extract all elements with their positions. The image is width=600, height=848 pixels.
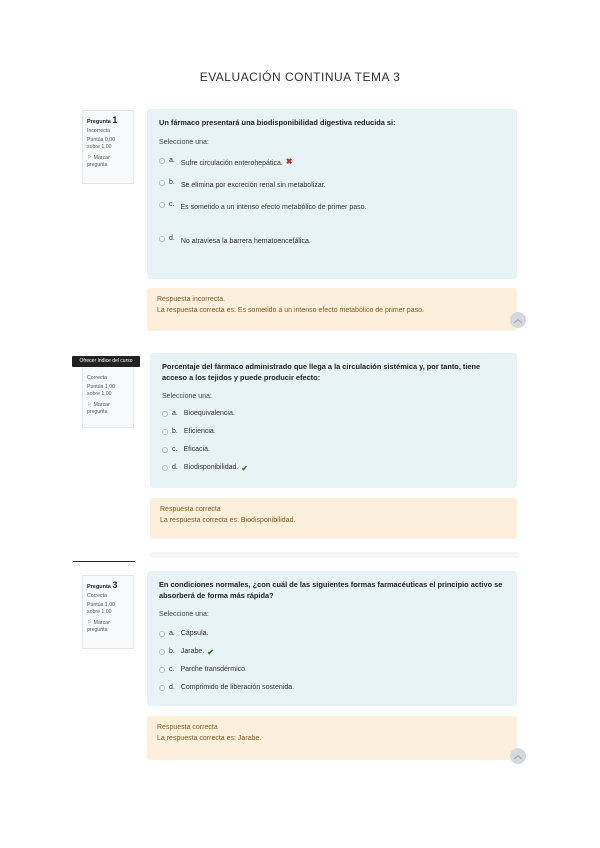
feedback-status: Respuesta correcta [160,506,221,513]
radio-button[interactable] [159,158,165,164]
option-d[interactable]: d. Biodisponibilidad. ✔ [162,464,248,473]
radio-button[interactable] [159,180,165,186]
separator-line [73,561,135,562]
radio-button[interactable] [162,429,168,435]
feedback-status: Respuesta incorrecta. [157,296,226,303]
question-box-2 [150,353,517,488]
question-info-2 [82,364,134,428]
question-info-3 [82,575,134,649]
feedback-answer: La respuesta correcta es: Es sometido a un intenso efecto metabólico de primer paso. [157,307,424,315]
feedback-box-2 [150,498,517,539]
option-c[interactable]: c. Eficacia. [162,446,210,453]
option-a[interactable]: a. Sufre circulación enterohepática. ✖ [159,157,293,166]
feedback-answer: La respuesta correcta es: Jarabe. [157,735,262,743]
option-a[interactable]: a. Cápsula. [159,630,208,637]
question-status: Incorrecta [87,128,111,135]
question-box-3 [147,571,517,706]
check-icon: ✔ [241,464,249,473]
radio-button[interactable] [162,411,168,417]
question-text: Porcentaje del fármaco administrado que llega a la circulación sistémica y, por tanto, tiene acceso a los tejidos y puede producir efecto: [162,362,481,382]
page-divider [150,552,520,558]
flag-icon: ⚐ [87,402,92,409]
radio-button[interactable] [159,667,165,673]
select-one-label: Seleccione una: [159,611,209,619]
radio-button[interactable] [159,202,165,208]
flag-question-button[interactable]: ⚐ Marcar pregunta [87,155,110,169]
question-number: Pregunta 1 [87,115,118,125]
option-a[interactable]: a. Bioequivalencia. [162,410,235,417]
radio-button[interactable] [159,236,165,242]
radio-button[interactable] [159,649,165,655]
question-number: Pregunta 3 [87,580,118,590]
radio-button[interactable] [162,465,168,471]
option-d[interactable]: d. No atraviesa la barrera hematoencefálica. [159,235,311,242]
flag-question-button[interactable]: ⚐ Marcar pregunta [87,620,110,634]
question-score: Puntúa 1,00 sobre 1,00 [87,384,115,398]
check-icon: ✔ [207,648,214,657]
option-b[interactable]: b. Se elimina por excreción renal sin metabolizar. [159,179,326,186]
feedback-status: Respuesta correcta [157,724,218,731]
feedback-box-1 [147,288,517,331]
feedback-box-3 [147,716,517,760]
page-title: EVALUACIÓN CONTINUA TEMA 3 [199,70,401,84]
question-score: Puntúa 0,00 sobre 1,00 [87,137,115,151]
chevron-up-icon[interactable]: ︿ [510,312,526,328]
flag-icon: ⚐ [87,620,92,627]
option-b[interactable]: b. Eficiencia. [162,428,216,435]
option-d[interactable]: d. Comprimido de liberación sostenida. [159,684,294,691]
feedback-answer: La respuesta correcta es: Biodisponibilidad. [160,517,296,525]
question-status: Correcta [87,375,107,381]
flag-icon: ⚐ [87,155,92,162]
radio-button[interactable] [162,447,168,453]
course-index-tooltip[interactable]: Ofrecer índice del curso [72,356,140,367]
question-status: Correcta [87,593,107,600]
flag-question-button[interactable]: ⚐ Marcar pregunta [87,402,110,416]
question-text: Un fármaco presentará una biodisponibilidad digestiva reducida si: [159,118,396,127]
option-b[interactable]: b. Jarabe. ✔ [159,648,214,657]
select-one-label: Seleccione una: [162,393,212,401]
radio-button[interactable] [159,631,165,637]
question-score: Puntúa 1,00 sobre 1,00 [87,602,115,616]
chevron-up-icon[interactable]: ︿ [510,748,526,764]
option-c[interactable]: c. Parche transdérmico. [159,666,247,673]
x-icon: ✖ [285,157,293,166]
question-info-1 [82,110,134,184]
select-one-label: Seleccione una: [159,138,209,146]
option-c[interactable]: c. Es sometido a un intenso efecto metabólico de primer paso. [159,201,366,208]
question-text: En condiciones normales, ¿con cuál de las siguientes formas farmacéuticas el principio activo se absorberá de forma más rápida? [159,580,503,600]
question-box-1 [147,109,517,279]
radio-button[interactable] [159,685,165,691]
